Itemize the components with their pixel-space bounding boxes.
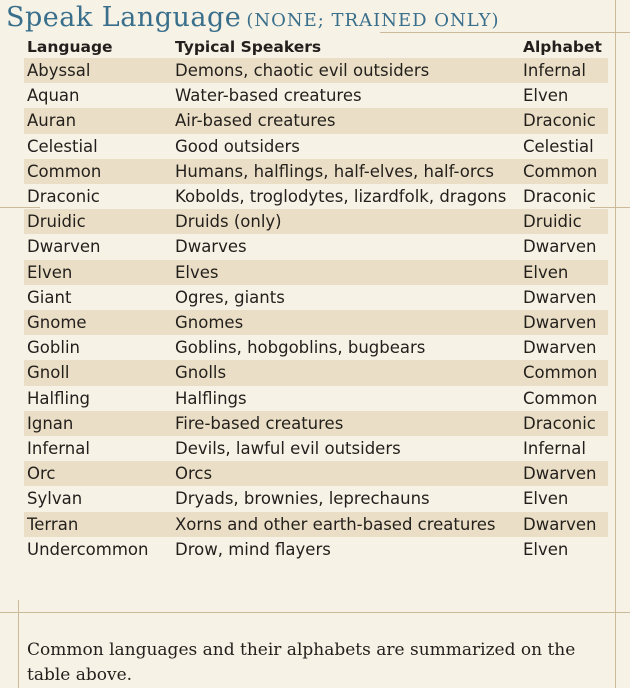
language-cell: Sylvan: [27, 489, 83, 509]
language-cell: Giant: [27, 287, 72, 307]
language-cell: Aquan: [27, 86, 80, 106]
alphabet-cell: Elven: [523, 539, 569, 559]
language-cell: Gnome: [24, 310, 172, 335]
table-row: [24, 58, 608, 83]
alphabet-cell: Dwarven: [523, 338, 597, 358]
table-row: [24, 537, 608, 562]
table-body: [24, 58, 608, 562]
decorative-rule: [18, 600, 19, 688]
language-cell: Undercommon: [27, 539, 149, 559]
table-row: [24, 335, 608, 360]
alphabet-cell: Draconic: [520, 411, 608, 436]
language-cell: Halfling: [27, 388, 91, 408]
table-row: [24, 108, 608, 133]
typical-speakers-cell: Water-based creatures: [175, 86, 362, 106]
alphabet-cell: Dwarven: [523, 287, 597, 307]
typical-speakers-cell: Dwarves: [175, 237, 247, 257]
table-row: [24, 411, 608, 436]
alphabet-cell: Dwarven: [520, 310, 608, 335]
alphabet-cell: Infernal: [523, 439, 586, 459]
typical-speakers-cell: Dryads, brownies, leprechauns: [175, 489, 430, 509]
language-cell: Goblin: [27, 338, 80, 358]
table-row: [24, 285, 608, 310]
header-typical-speakers: Typical Speakers: [175, 37, 322, 56]
alphabet-cell: Common: [520, 159, 608, 184]
table-row: [24, 134, 608, 159]
typical-speakers-cell: Demons, chaotic evil outsiders: [172, 58, 520, 83]
table-row: [24, 486, 608, 511]
title-subtitle: (NONE; TRAINED ONLY): [246, 10, 500, 31]
language-table: [24, 35, 608, 562]
table-row: [24, 512, 608, 537]
table-row: [24, 260, 608, 285]
table-row: [24, 234, 608, 259]
alphabet-cell: Dwarven: [523, 237, 597, 257]
table-row: [24, 184, 608, 209]
typical-speakers-cell: Devils, lawful evil outsiders: [175, 439, 401, 459]
typical-speakers-cell: Fire-based creatures: [172, 411, 520, 436]
alphabet-cell: Draconic: [520, 108, 608, 133]
typical-speakers-cell: Halflings: [175, 388, 247, 408]
language-cell: Draconic: [27, 187, 100, 207]
typical-speakers-cell: Goblins, hobgoblins, bugbears: [175, 338, 426, 358]
alphabet-cell: Dwarven: [520, 461, 608, 486]
language-cell: Infernal: [27, 439, 90, 459]
language-cell: Auran: [24, 108, 172, 133]
header-language: Language: [27, 37, 113, 56]
language-cell: Common: [24, 159, 172, 184]
language-cell: Terran: [24, 512, 172, 537]
language-cell: Orc: [24, 461, 172, 486]
table-header-row: [24, 35, 608, 58]
alphabet-cell: Draconic: [523, 187, 596, 207]
typical-speakers-cell: Humans, halflings, half-elves, half-orcs: [172, 159, 520, 184]
typical-speakers-cell: Drow, mind flayers: [175, 539, 331, 559]
table-row: [24, 83, 608, 108]
alphabet-cell: Common: [520, 360, 608, 385]
header-alphabet: Alphabet: [523, 37, 602, 56]
table-row: [24, 386, 608, 411]
language-cell: Abyssal: [24, 58, 172, 83]
language-cell: Ignan: [24, 411, 172, 436]
alphabet-cell: Elven: [523, 489, 569, 509]
typical-speakers-cell: Druids (only): [172, 209, 520, 234]
decorative-rule: [615, 0, 616, 688]
alphabet-cell: Druidic: [520, 209, 608, 234]
typical-speakers-cell: Ogres, giants: [175, 287, 285, 307]
typical-speakers-cell: Orcs: [172, 461, 520, 486]
language-cell: Celestial: [27, 136, 98, 156]
typical-speakers-cell: Gnolls: [172, 360, 520, 385]
typical-speakers-cell: Elves: [172, 260, 520, 285]
typical-speakers-cell: Kobolds, troglodytes, lizardfolk, dragons: [175, 187, 507, 207]
table-row: [24, 159, 608, 184]
title-main: Speak Language: [6, 2, 242, 33]
typical-speakers-cell: Xorns and other earth-based creatures: [172, 512, 520, 537]
typical-speakers-cell: Air-based creatures: [172, 108, 520, 133]
table-row: [24, 209, 608, 234]
alphabet-cell: Dwarven: [520, 512, 608, 537]
table-row: [24, 461, 608, 486]
alphabet-cell: Common: [523, 388, 598, 408]
table-row: [24, 310, 608, 335]
alphabet-cell: Celestial: [523, 136, 594, 156]
footnote: Common languages and their alphabets are summarized on the table above.: [27, 640, 576, 685]
page-title: [6, 2, 499, 33]
alphabet-cell: Elven: [520, 260, 608, 285]
language-cell: Dwarven: [27, 237, 101, 257]
language-cell: Gnoll: [24, 360, 172, 385]
language-cell: Druidic: [24, 209, 172, 234]
typical-speakers-cell: Good outsiders: [175, 136, 300, 156]
table-row: [24, 436, 608, 461]
language-cell: Elven: [24, 260, 172, 285]
table-row: [24, 360, 608, 385]
alphabet-cell: Elven: [523, 86, 569, 106]
decorative-rule: [0, 612, 630, 613]
alphabet-cell: Infernal: [520, 58, 608, 83]
typical-speakers-cell: Gnomes: [172, 310, 520, 335]
